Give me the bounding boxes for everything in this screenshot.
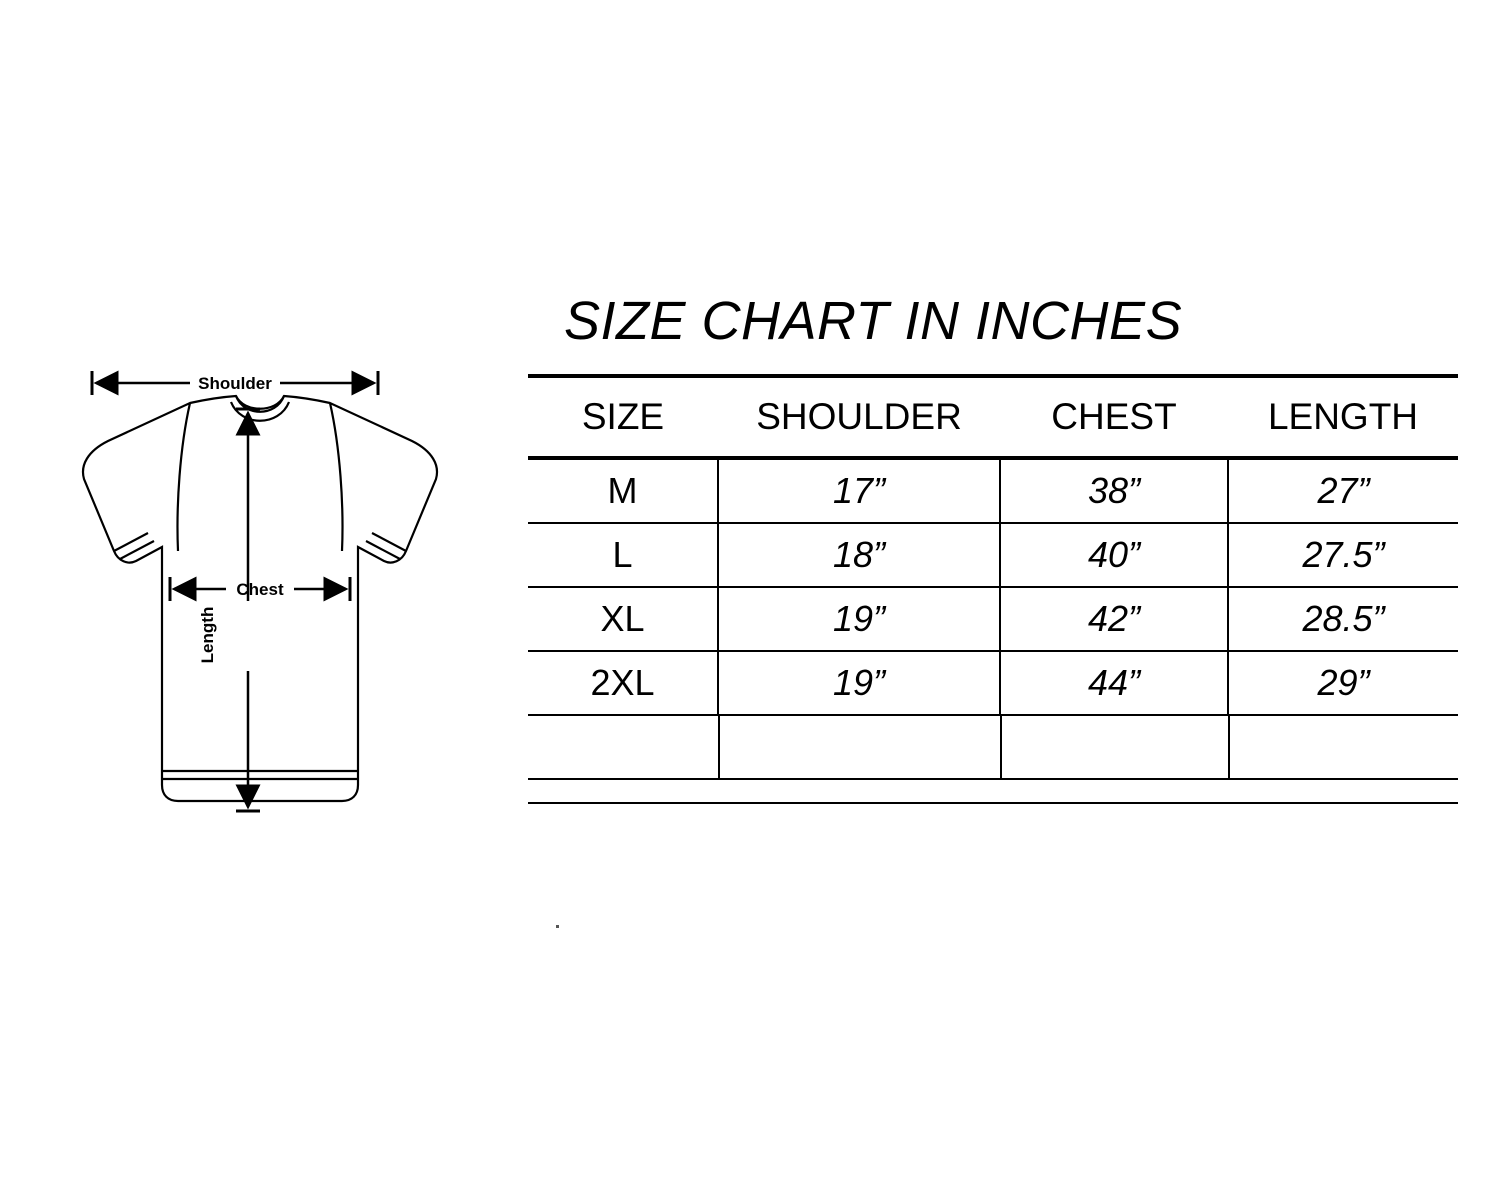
grid-tick <box>1000 716 1002 778</box>
cell-length: 27” <box>1228 458 1458 523</box>
cell-chest: 42” <box>1000 587 1228 651</box>
grid-tick <box>718 716 720 778</box>
length-dimension <box>198 409 260 811</box>
size-chart-table <box>528 374 1458 716</box>
cell-shoulder: 18” <box>718 523 1000 587</box>
shirt-measurement-illustration <box>40 355 500 855</box>
cell-length: 29” <box>1228 651 1458 715</box>
column-header-size: SIZE <box>528 376 718 458</box>
cell-size: L <box>528 523 718 587</box>
column-header-chest: CHEST <box>1000 376 1228 458</box>
table-row <box>528 651 1458 715</box>
cell-chest: 40” <box>1000 523 1228 587</box>
table-row <box>528 587 1458 651</box>
chest-label: Chest <box>236 580 284 599</box>
column-header-shoulder: SHOULDER <box>718 376 1000 458</box>
chart-title: SIZE CHART IN INCHES <box>564 291 1183 351</box>
size-chart-panel <box>528 290 1458 804</box>
grid-tick <box>1228 716 1230 778</box>
cell-size: 2XL <box>528 651 718 715</box>
table-row <box>528 523 1458 587</box>
shoulder-label: Shoulder <box>198 374 272 393</box>
cell-size: XL <box>528 587 718 651</box>
cell-shoulder: 17” <box>718 458 1000 523</box>
length-label: Length <box>198 606 217 664</box>
table-trailing-grid <box>528 716 1458 778</box>
cell-chest: 44” <box>1000 651 1228 715</box>
cell-length: 27.5” <box>1228 523 1458 587</box>
column-header-length: LENGTH <box>1228 376 1458 458</box>
cell-shoulder: 19” <box>718 651 1000 715</box>
cell-chest: 38” <box>1000 458 1228 523</box>
table-row <box>528 458 1458 523</box>
cell-size: M <box>528 458 718 523</box>
stray-dot-artifact <box>556 925 559 928</box>
table-bottom-rule <box>528 778 1458 780</box>
cell-length: 28.5” <box>1228 587 1458 651</box>
chest-dimension <box>170 577 350 601</box>
shoulder-dimension <box>92 371 378 395</box>
table-bottom-rule-2 <box>528 802 1458 804</box>
cell-shoulder: 19” <box>718 587 1000 651</box>
table-header-row <box>528 376 1458 458</box>
